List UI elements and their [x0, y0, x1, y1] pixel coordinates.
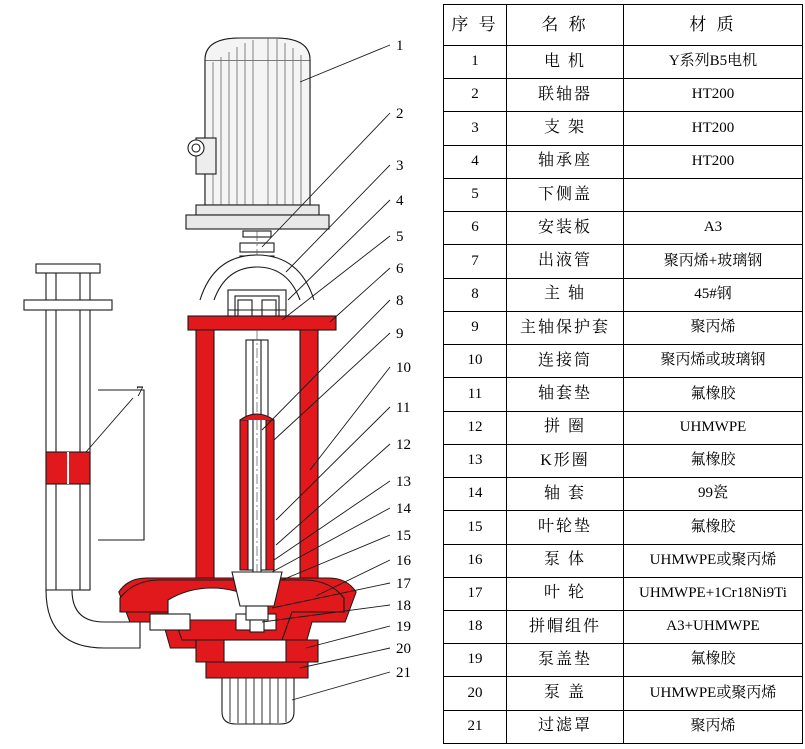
callout-4: 4 — [396, 193, 404, 209]
table-row — [444, 544, 803, 577]
parts-table — [443, 4, 803, 744]
callout-9: 9 — [396, 326, 404, 342]
cell-name: 叶轮垫 — [507, 511, 624, 544]
filter-screen — [222, 678, 294, 724]
table-row — [444, 112, 803, 145]
table-row — [444, 345, 803, 378]
cell-name: 下侧盖 — [507, 178, 624, 211]
cell-name: 主轴保护套 — [507, 311, 624, 344]
cell-material: 氟橡胶 — [624, 444, 803, 477]
callout-18: 18 — [396, 598, 411, 614]
callout-8: 8 — [396, 293, 404, 309]
callout-21: 21 — [396, 665, 411, 681]
header-name: 名 称 — [507, 5, 624, 46]
callout-14: 14 — [396, 501, 411, 517]
motor-assembly — [186, 38, 329, 229]
callout-11: 11 — [396, 400, 411, 416]
cell-no: 7 — [444, 245, 507, 278]
cell-name: 出液管 — [507, 245, 624, 278]
cell-material: HT200 — [624, 145, 803, 178]
callout-15: 15 — [396, 528, 411, 544]
cell-no: 21 — [444, 710, 507, 743]
table-row — [444, 444, 803, 477]
cell-name: 主 轴 — [507, 278, 624, 311]
cell-material: 45#钢 — [624, 278, 803, 311]
cell-name: 拼 圈 — [507, 411, 624, 444]
cell-no: 16 — [444, 544, 507, 577]
cell-name: 轴 套 — [507, 478, 624, 511]
table-row — [444, 278, 803, 311]
table-row — [444, 212, 803, 245]
table-row — [444, 46, 803, 79]
cell-material: 氟橡胶 — [624, 644, 803, 677]
cell-no: 9 — [444, 311, 507, 344]
cell-no: 19 — [444, 644, 507, 677]
cell-material: 聚丙烯 — [624, 311, 803, 344]
cell-name: 安装板 — [507, 212, 624, 245]
cell-name: 轴承座 — [507, 145, 624, 178]
table-row — [444, 610, 803, 643]
cell-no: 20 — [444, 677, 507, 710]
cell-no: 4 — [444, 145, 507, 178]
cell-no: 18 — [444, 610, 507, 643]
cell-material: UHMWPE或聚丙烯 — [624, 544, 803, 577]
cell-no: 3 — [444, 112, 507, 145]
table-row — [444, 145, 803, 178]
cell-name: 泵 盖 — [507, 677, 624, 710]
header-no: 序 号 — [444, 5, 507, 46]
cell-material: A3 — [624, 212, 803, 245]
callout-7: 7 — [136, 384, 144, 400]
cell-no: 8 — [444, 278, 507, 311]
table-row — [444, 577, 803, 610]
cell-no: 12 — [444, 411, 507, 444]
cell-material: UHMWPE或聚丙烯 — [624, 677, 803, 710]
callout-3: 3 — [396, 158, 404, 174]
cell-name: 泵 体 — [507, 544, 624, 577]
callout-6: 6 — [396, 261, 404, 277]
cell-material: HT200 — [624, 79, 803, 112]
callout-13: 13 — [396, 474, 411, 490]
callout-2: 2 — [396, 106, 404, 122]
cell-material: UHMWPE — [624, 411, 803, 444]
cell-material: HT200 — [624, 112, 803, 145]
cell-material: UHMWPE+1Cr18Ni9Ti — [624, 577, 803, 610]
cell-name: K形圈 — [507, 444, 624, 477]
table-row — [444, 178, 803, 211]
cell-name: 过滤罩 — [507, 710, 624, 743]
cell-name: 连接筒 — [507, 345, 624, 378]
cell-name: 泵盖垫 — [507, 644, 624, 677]
table-row — [444, 411, 803, 444]
cell-material: A3+UHMWPE — [624, 610, 803, 643]
table-row — [444, 245, 803, 278]
cell-no: 10 — [444, 345, 507, 378]
connecting-barrel — [196, 330, 318, 600]
cell-no: 1 — [444, 46, 507, 79]
cell-no: 2 — [444, 79, 507, 112]
callout-1: 1 — [396, 38, 404, 54]
callout-20: 20 — [396, 641, 411, 657]
mounting-plate — [188, 316, 336, 330]
cell-no: 15 — [444, 511, 507, 544]
header-material: 材 质 — [624, 5, 803, 46]
cell-no: 17 — [444, 577, 507, 610]
cell-no: 5 — [444, 178, 507, 211]
cell-material: 聚丙烯+玻璃钢 — [624, 245, 803, 278]
cell-material: 聚丙烯或玻璃钢 — [624, 345, 803, 378]
cell-name: 拼帽组件 — [507, 610, 624, 643]
callout-17: 17 — [396, 576, 411, 592]
cell-name: 支 架 — [507, 112, 624, 145]
cell-material — [624, 178, 803, 211]
pump-cover — [196, 640, 318, 678]
table-row — [444, 644, 803, 677]
cell-name: 电 机 — [507, 46, 624, 79]
callout-16: 16 — [396, 553, 411, 569]
table-row — [444, 511, 803, 544]
cell-material: 氟橡胶 — [624, 378, 803, 411]
cell-material: 99瓷 — [624, 478, 803, 511]
table-header-row — [444, 5, 803, 46]
cell-material: 聚丙烯 — [624, 710, 803, 743]
cell-no: 6 — [444, 212, 507, 245]
cell-no: 11 — [444, 378, 507, 411]
callout-12: 12 — [396, 437, 411, 453]
cell-material: 氟橡胶 — [624, 511, 803, 544]
table-row — [444, 677, 803, 710]
callout-10: 10 — [396, 360, 411, 376]
cell-no: 14 — [444, 478, 507, 511]
table-row — [444, 478, 803, 511]
table-row — [444, 311, 803, 344]
callout-5: 5 — [396, 229, 404, 245]
callout-19: 19 — [396, 619, 411, 635]
cell-no: 13 — [444, 444, 507, 477]
table-row — [444, 79, 803, 112]
table-row — [444, 378, 803, 411]
table-row — [444, 710, 803, 743]
cell-material: Y系列B5电机 — [624, 46, 803, 79]
cell-name: 联轴器 — [507, 79, 624, 112]
cell-name: 轴套垫 — [507, 378, 624, 411]
cell-name: 叶 轮 — [507, 577, 624, 610]
